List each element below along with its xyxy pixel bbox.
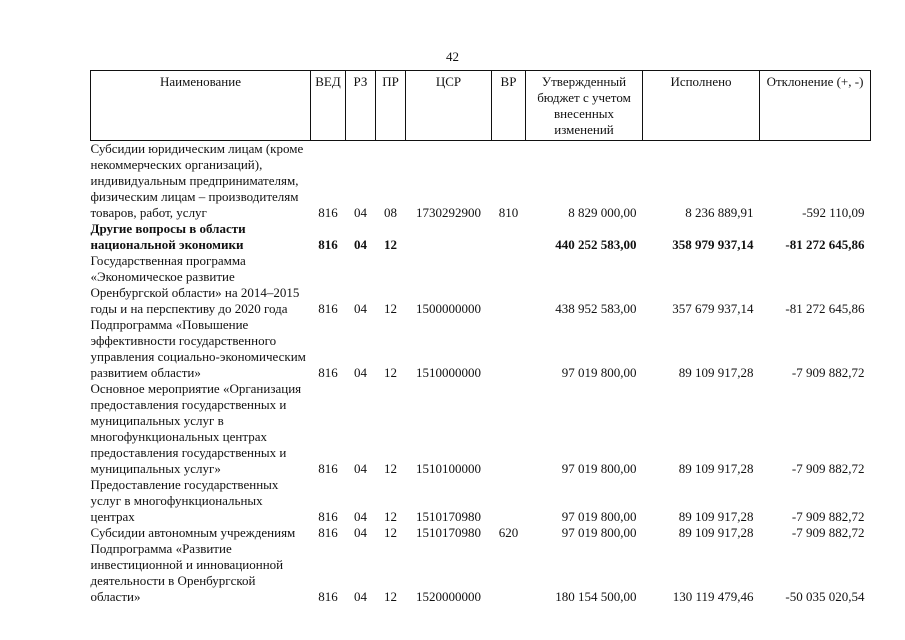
cell-diff: -7 909 882,72 <box>791 525 865 540</box>
cell-ved: 816 <box>318 525 338 540</box>
cell-name: Субсидии юридическим лицам (кроме некоммерческих организаций), индивидуальным предпринимателям, физическим лицам – производителям товаров, работ, услуг <box>90 141 304 220</box>
table-row <box>91 253 871 317</box>
cell-csr: 1730292900 <box>416 205 481 220</box>
header-vr: ВР <box>492 71 526 141</box>
cell-vr <box>492 253 526 317</box>
cell-budget: 97 019 800,00 <box>561 461 637 476</box>
header-csr: ЦСР <box>406 71 492 141</box>
cell-csr: 1510170980 <box>416 525 481 540</box>
table-header-row <box>91 71 871 141</box>
cell-diff: -7 909 882,72 <box>791 509 865 524</box>
cell-rz: 04 <box>354 461 367 476</box>
cell-ved: 816 <box>318 461 338 476</box>
cell-budget: 97 019 800,00 <box>561 525 637 540</box>
cell-rz: 04 <box>354 509 367 524</box>
cell-done: 8 236 889,91 <box>685 205 754 220</box>
cell-csr: 1500000000 <box>416 301 481 316</box>
cell-done: 89 109 917,28 <box>678 461 754 476</box>
cell-vr <box>492 381 526 477</box>
cell-name: Другие вопросы в области национальной экономики <box>90 221 246 252</box>
cell-rz: 04 <box>354 525 367 540</box>
header-ved: ВЕД <box>311 71 346 141</box>
budget-table <box>90 70 871 605</box>
page-number: 42 <box>446 49 459 64</box>
cell-rz: 04 <box>354 301 367 316</box>
header-name: Наименование <box>91 71 311 141</box>
table-row <box>91 141 871 222</box>
cell-name: Государственная программа «Экономическое развитие Оренбургской области» на 2014–2015 годы и на перспективу до 2020 года <box>90 253 300 316</box>
cell-done: 89 109 917,28 <box>678 509 754 524</box>
table-row <box>91 381 871 477</box>
cell-pr: 08 <box>384 205 397 220</box>
header-pr: ПР <box>376 71 406 141</box>
cell-name: Подпрограмма «Развитие инвестиционной и инновационной деятельности в Оренбургской области» <box>90 541 284 604</box>
cell-pr: 12 <box>384 509 397 524</box>
cell-vr <box>492 541 526 605</box>
cell-ved: 816 <box>318 237 338 252</box>
cell-rz: 04 <box>354 589 367 604</box>
cell-budget: 440 252 583,00 <box>555 237 637 252</box>
cell-name: Предоставление государственных услуг в многофункциональных центрах <box>90 477 279 524</box>
cell-budget: 8 829 000,00 <box>568 205 637 220</box>
cell-budget: 97 019 800,00 <box>561 509 637 524</box>
table-row <box>91 477 871 525</box>
cell-ved: 816 <box>318 301 338 316</box>
cell-ved: 816 <box>318 365 338 380</box>
cell-budget: 180 154 500,00 <box>555 589 637 604</box>
cell-diff: -7 909 882,72 <box>791 365 865 380</box>
cell-csr: 1520000000 <box>416 589 481 604</box>
cell-pr: 12 <box>384 237 397 252</box>
cell-done: 358 979 937,14 <box>672 237 754 252</box>
cell-done: 357 679 937,14 <box>672 301 754 316</box>
cell-rz: 04 <box>354 365 367 380</box>
cell-diff: -81 272 645,86 <box>785 301 865 316</box>
cell-pr: 12 <box>384 461 397 476</box>
cell-rz: 04 <box>354 205 367 220</box>
cell-diff: -81 272 645,86 <box>785 237 865 252</box>
cell-csr: 1510170980 <box>416 509 481 524</box>
cell-diff: -50 035 020,54 <box>785 589 865 604</box>
table-row <box>91 525 871 541</box>
cell-vr <box>492 317 526 381</box>
cell-done: 89 109 917,28 <box>678 365 754 380</box>
table-row <box>91 317 871 381</box>
cell-ved: 816 <box>318 509 338 524</box>
cell-done: 130 119 479,46 <box>672 589 754 604</box>
cell-budget: 97 019 800,00 <box>561 365 637 380</box>
header-budget: Утвержденный бюджет с учетом внесенных изменений <box>526 71 643 141</box>
cell-ved: 816 <box>318 205 338 220</box>
cell-pr: 12 <box>384 589 397 604</box>
cell-done: 89 109 917,28 <box>678 525 754 540</box>
cell-vr <box>492 221 526 253</box>
cell-pr: 12 <box>384 365 397 380</box>
cell-csr <box>406 221 492 253</box>
cell-name: Субсидии автономным учреждениям <box>90 525 296 540</box>
table-row <box>91 541 871 605</box>
cell-pr: 12 <box>384 301 397 316</box>
header-done: Исполнено <box>643 71 760 141</box>
cell-diff: -7 909 882,72 <box>791 461 865 476</box>
cell-budget: 438 952 583,00 <box>555 301 637 316</box>
cell-csr: 1510100000 <box>416 461 481 476</box>
cell-diff: -592 110,09 <box>802 205 865 220</box>
cell-vr <box>492 477 526 525</box>
cell-rz: 04 <box>354 237 367 252</box>
header-rz: РЗ <box>346 71 376 141</box>
cell-vr: 810 <box>498 205 519 220</box>
cell-csr: 1510000000 <box>416 365 481 380</box>
cell-name: Подпрограмма «Повышение эффективности государственного управления социально-экономическим развитием области» <box>90 317 306 380</box>
header-diff: Отклонение (+, -) <box>760 71 871 141</box>
cell-vr: 620 <box>498 525 519 540</box>
cell-name: Основное мероприятие «Организация предоставления государственных и муниципальных услуг в многофункциональных центрах предоставления государственных и муниципальных услуг» <box>90 381 302 476</box>
table-row <box>91 221 871 253</box>
cell-pr: 12 <box>384 525 397 540</box>
cell-ved: 816 <box>318 589 338 604</box>
